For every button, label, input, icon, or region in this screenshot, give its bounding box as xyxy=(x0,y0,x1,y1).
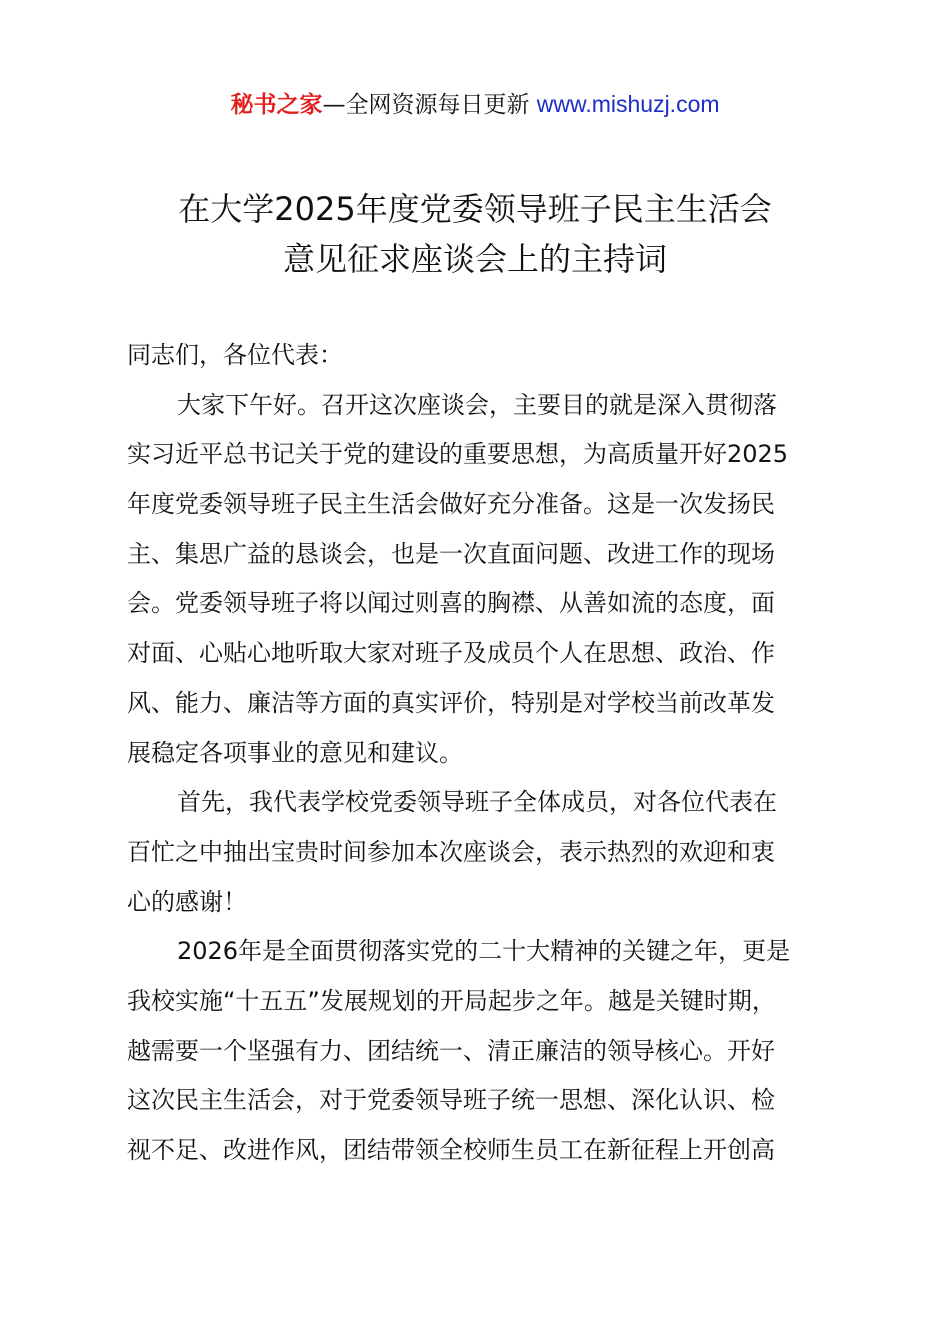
paragraph-2 xyxy=(127,778,832,927)
paragraph-line: 年度党委领导班子民主生活会做好充分准备。这是一次发扬民 xyxy=(127,490,775,519)
paragraph-line: 展稳定各项事业的意见和建议。 xyxy=(127,738,463,767)
title-line-1: 在大学2025年度党委领导班子民主生活会 xyxy=(178,190,772,228)
paragraph-3 xyxy=(127,927,832,1175)
paragraph-line: 我校实施“十五五”发展规划的开局起步之年。越是关键时期， xyxy=(127,986,776,1015)
paragraph-1 xyxy=(127,381,832,779)
paragraph-line: 百忙之中抽出宝贵时间参加本次座谈会，表示热烈的欢迎和衷 xyxy=(127,837,775,866)
paragraph-line: 首先，我代表学校党委领导班子全体成员，对各位代表在 xyxy=(177,788,777,817)
site-url-link[interactable]: www.mishuzj.com xyxy=(536,91,720,117)
paragraph-line: 视不足、改进作风，团结带领全校师生员工在新征程上开创高 xyxy=(127,1136,775,1164)
paragraph-line: 主、集思广益的恳谈会，也是一次直面问题、改进工作的现场 xyxy=(127,539,775,568)
site-header xyxy=(0,88,950,121)
salutation-line: 同志们，各位代表： xyxy=(127,341,343,369)
paragraph-line: 2026年是全面贯彻落实党的二十大精神的关键之年，更是 xyxy=(177,937,791,966)
document-body xyxy=(127,331,832,1176)
salutation xyxy=(127,331,832,381)
paragraph-line: 对面、心贴心地听取大家对班子及成员个人在思想、政治、作 xyxy=(127,639,775,668)
paragraph-line: 越需要一个坚强有力、团结统一、清正廉洁的领导核心。开好 xyxy=(127,1036,775,1065)
paragraph-line: 大家下午好。召开这次座谈会，主要目的就是深入贯彻落 xyxy=(177,390,777,419)
paragraph-line: 实习近平总书记关于党的建设的重要思想，为高质量开好2025 xyxy=(127,440,789,469)
paragraph-line: 心的感谢！ xyxy=(127,887,247,916)
paragraph-line: 会。党委领导班子将以闻过则喜的胸襟、从善如流的态度，面 xyxy=(127,589,775,618)
paragraph-line: 这次民主生活会，对于党委领导班子统一思想、深化认识、检 xyxy=(127,1086,775,1115)
document-title xyxy=(0,184,950,284)
brand-name: 秘书之家 xyxy=(230,92,323,118)
header-tagline: —全网资源每日更新 xyxy=(322,92,537,118)
paragraph-line: 风、能力、廉洁等方面的真实评价，特别是对学校当前改革发 xyxy=(127,688,775,717)
title-line-2: 意见征求座谈会上的主持词 xyxy=(282,240,667,278)
